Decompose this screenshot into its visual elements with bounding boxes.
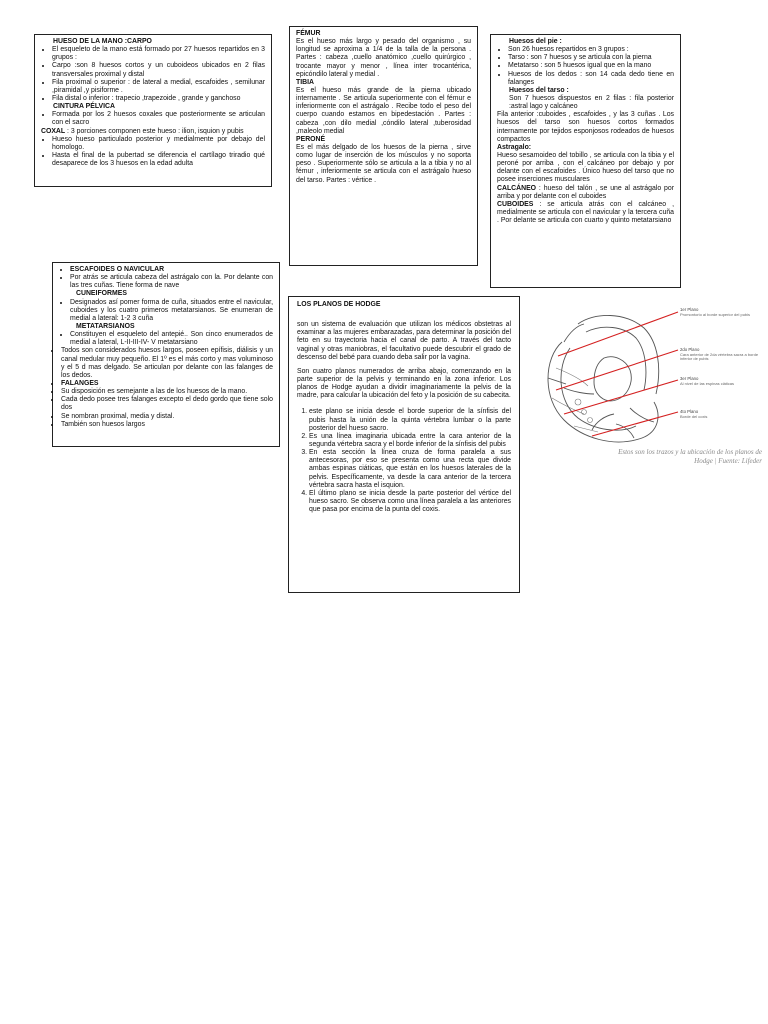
plane-3-name: 3er Plano [680, 376, 699, 381]
list-item: • Fila proximal o superior : de lateral a medial, escafoides , semilunar ,piramidal ,y pisiforme . [52, 79, 265, 95]
cuboid-paragraph [497, 201, 674, 225]
astragalus-title: Astragalo: [497, 143, 532, 151]
femur-text: Es el hueso más largo y pesado del organismo , su longitud se aproxima a 1/4 de la talla de la persona . Partes : cabeza ,cuello anatómico ,cuello quirúrgico , trocante mayor y menor , línea inter trocantérica, epicóndilo lateral y medial . [296, 38, 471, 78]
perone-title: PERONÉ [296, 135, 326, 143]
plane-4-desc: Borde del coxis [680, 413, 708, 419]
femur-title: FÉMUR [296, 30, 321, 37]
list-item: • Por atrás se articula cabeza del astrágalo con la. Por delante con las tres cuñas. Tiene forma de nave [70, 274, 273, 290]
hodge-title: LOS PLANOS DE HODGE [297, 301, 381, 308]
tibia-title: TIBIA [296, 78, 314, 86]
tarsus-text-2: Fila anterior :cuboides , escafoides , y las 3 cuñas . Los huesos del tarso son huesos cortos formados internamente por tejidos esponjosos rodeados de huesos compactos [497, 111, 674, 143]
list-item: • Constituyen el esqueleto del antepié.. Son cinco enumerados de medial a lateral, L-II-III-IV- V metatarsiano [70, 331, 273, 347]
hodge-planes-list [297, 408, 511, 514]
plane-line-4 [592, 412, 678, 436]
list-item: • Huesos de los dedos : son 14 cada dedo tiene en falanges [508, 71, 674, 87]
tibia-text: Es el hueso más grande de la pierna ubicado internamente . Se articula superiormente con el fémur e inferiormente con el astrágalo . Recibe todo el peso del cuerpo cuando estamos en bipedestación . Partes : cabeza ,con dilo medial ,cóndilo lateral ,tuberosidad ,maleolo medial [296, 86, 471, 135]
list-item: • Tarso : son 7 huesos y se articula con la pierna [508, 54, 674, 62]
plane-line-2 [556, 350, 678, 390]
list-item: • Metatarso : son 5 huesos igual que en la mano [508, 62, 674, 70]
plane-1-desc: Promontorio al borde superior del pubis [680, 311, 751, 317]
phalanges-title: • FALANGES [61, 380, 273, 388]
hand-bones-title: HUESO DE LA MANO :CARPO [53, 38, 152, 45]
calcaneus-label: CALCÁNEO [497, 184, 537, 192]
pelvic-girdle-list-2 [41, 136, 265, 169]
list-item: • Hasta el final de la pubertad se diferencia el cartílago triradio qué desaparece de los 3 huesos en la edad adulta [52, 152, 265, 168]
figure-caption [534, 448, 762, 467]
plane-label-3 [680, 377, 734, 386]
hodge-planes-box [288, 296, 520, 593]
astragalus-text: Hueso sesamoideo del tobillo , se articula con la tibia y el peroné por arriba , con el calcáneo por debajo y por delante con el escafoides . Único hueso del tarso que no posee inserciones musculares [497, 151, 674, 184]
caption-line-2: Hodge | Fuente: Lifeder [694, 457, 762, 466]
navicular-title: • ESCAFOIDES O NAVICULAR [70, 266, 273, 274]
hand-bones-list [41, 46, 265, 103]
list-item: • Fila distal o inferior : trapecio ,trapezoide , grande y ganchoso [52, 95, 265, 103]
hand-bones-box [34, 34, 272, 187]
list-item: • Designados así pomer forma de cuña, situados entre el navicular, cuboides y los cuatro primeros metatarsianos. Se enumeran de medial a lateral: 1-2 3 cuña [70, 299, 273, 323]
list-item: 1. este plano se inicia desde el borde superior de la sínfisis del pubis hasta la unión de la quinta vértebra lumbar o la parte posterior del hueso sacro. [309, 408, 511, 432]
metatarsal-list [59, 331, 273, 347]
list-item: • Todos son considerados huesos largos, poseen epífisis, diálisis y un canal medular muy pequeño. El 1º es el más corto y mas voluminoso y el 5 d mas delgado. Se articulan por delante con las falanges de los dedos. [61, 347, 273, 380]
list-item: • Cada dedo posee tres falanges excepto el dedo gordo que tiene solo dos [61, 396, 273, 412]
plane-3-desc: Al nivel de las espinas ciáticas [680, 380, 735, 386]
pelvic-girdle-list [41, 111, 265, 127]
cuboid-label: CUBOIDES [497, 200, 534, 208]
plane-line-3 [564, 380, 678, 414]
list-item: • Son 26 huesos repartidos en 3 grupos : [508, 46, 674, 54]
list-item: • También son huesos largos [61, 421, 273, 429]
foot-bones-title: Huesos del pie : [509, 38, 562, 45]
plane-label-1 [680, 308, 750, 317]
perone-text: Es el más delgado de los huesos de la pierna , sirve como lugar de inserción de los músculos y no soporta peso . Superiormente sólo se articula a la a tibia y no al fémur , inferiormente se articula con el astrágalo hueso del tarso. Partes : vértice . [296, 143, 471, 184]
plane-4-name: 4to Plano [680, 409, 699, 414]
list-item: 2. Es una línea imaginaria ubicada entre la cara anterior de la segunda vértebra sacra y el borde inferior de la sínfisis del pubis [309, 433, 511, 449]
plane-1-name: 1er Plano [680, 307, 699, 312]
tarsus-text: Son 7 huesos dispuestos en 2 filas : fila posterior :astral lago y calcáneo [509, 94, 674, 111]
plane-2-desc: Cara anterior de 2da vértebra sacra a borde inferior de pubis [680, 351, 759, 362]
list-item: 3. En esta sección la línea cruza de forma paralela a sus antecesoras, por eso se presenta como una recta que divide ambas espinas ciáticas, que están en los huesos laterales de la pelvis. Específicamente, va desde la cara anterior de la tercera vértebra sacra hasta el isquion. [309, 449, 511, 490]
metatarsal-list-2 [50, 347, 273, 428]
coxal-text: : 3 porciones componen este hueso : ilion, isquion y pubis [65, 127, 244, 135]
plane-2-name: 2do Plano [680, 347, 700, 352]
pelvic-girdle-title: CINTURA PÉLVICA [53, 103, 116, 111]
metatarsal-title: METATARSIANOS [76, 322, 135, 330]
plane-label-2 [680, 348, 760, 362]
pelvis-illustration [534, 298, 764, 448]
list-item: • Se nombran proximal, media y distal. [61, 413, 273, 421]
list-item: • Hueso hueso particulado posterior y medialmente por debajo del homologo. [52, 136, 265, 152]
coxal-label: COXAL [41, 127, 66, 135]
calcaneus-paragraph [497, 185, 674, 201]
navicular-title-list [59, 266, 273, 290]
foot-bones-list [497, 46, 674, 87]
list-item: 4. El último plano se inicia desde la parte posterior del vértice del hueso sacro. Se observa como una línea paralela a las anteriores que pasa por encima de la punta del coxis. [309, 490, 511, 514]
hodge-paragraph-2: Son cuatro planos numerados de arriba abajo, comenzando en la parte superior de la pelvis y terminando en la zona inferior. Los planos de Hodge ayudan a dividir imaginariamente la pelvis de la madre, para calcular la ubicación del feto y la posición de su cabecita. [297, 367, 511, 400]
cuneiform-list [59, 299, 273, 323]
list-item: • El esqueleto de la mano está formado por 27 huesos repartidos en 3 grupos : [52, 46, 265, 62]
tarsus-title: Huesos del tarso : [509, 86, 569, 94]
coxal-paragraph [41, 128, 265, 136]
plane-label-4 [680, 410, 707, 419]
foot-bones-box [490, 34, 681, 288]
cuneiform-title: CUNEIFORMES [76, 290, 127, 298]
plane-line-1 [558, 312, 678, 356]
list-item: • Carpo :son 8 huesos cortos y un cuboideos ubicados en 2 filas transversales proximal y distal [52, 62, 265, 78]
list-item: • Su disposición es semejante a las de los huesos de la mano. [61, 388, 273, 396]
cuboid-text: : se articula atrás con el calcáneo , medialmente se articula con el navicular y la tercera cuña . Por delante se articula con cuarto y quinto metatarsiano [497, 200, 674, 225]
list-item: • Formada por los 2 huesos coxales que posteriormente se articulan con el sacro [52, 111, 265, 127]
leg-bones-box [289, 26, 478, 266]
calcaneus-text: : hueso del talón , se une al astrágalo por arriba y por delante con el cuboides [497, 184, 674, 200]
hodge-paragraph-1: son un sistema de evaluación que utilizan los médicos obstetras al examinar a las mujeres embarazadas, para determinar la posición del feto en su trayectoria hacia el canal de parto. A través del tacto vaginal y otras maniobras, el facultativo puede descubrir el grado de descenso del bebé para cuando deba salir por la vagina. [297, 321, 511, 361]
caption-line-1: Estos son los trazos y la ubicación de los planos de [618, 448, 762, 456]
navicular-box [52, 262, 280, 447]
